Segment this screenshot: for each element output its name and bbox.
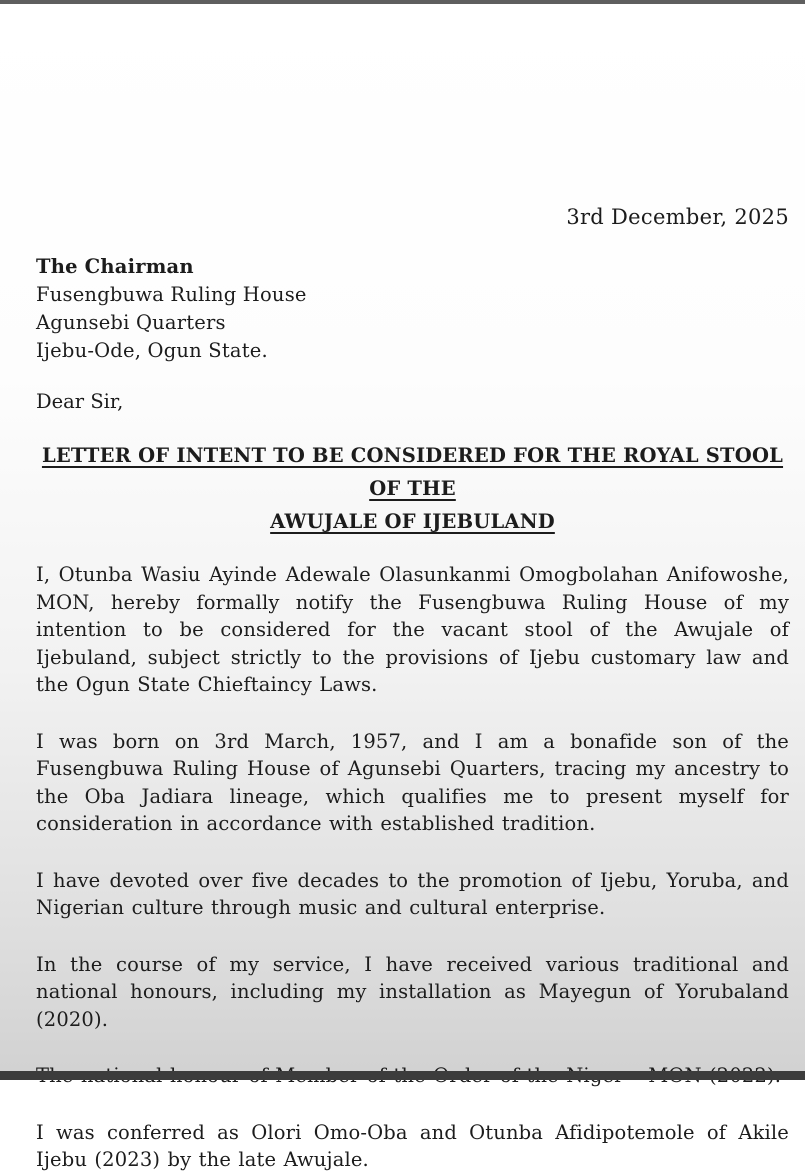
letter-page <box>0 4 805 1171</box>
recipient-line: Agunsebi Quarters <box>36 311 226 334</box>
paragraph-culture: I have devoted over five decades to the promotion of Ijebu, Yoruba, and Nigerian culture through music and cultural enterprise. <box>36 868 789 919</box>
salutation: Dear Sir, <box>36 390 124 413</box>
paragraph-intent: I, Otunba Wasiu Ayinde Adewale Olasunkanmi Omogbolahan Anifowoshe, MON, hereby formally notify the Fusengbuwa Ruling House of my intention to be considered for the vacant stool of the Awujale of Ijebuland, subject strictly to the provisions of Ijebu customary law and the Ogun State Chieftaincy Laws. <box>36 563 789 696</box>
letterbox-bar-bottom <box>0 1071 805 1080</box>
paragraph-honours: In the course of my service, I have received various traditional and national honours, including my installation as Mayegun of Yorubaland (2020). <box>36 952 789 1031</box>
recipient-title: The Chairman <box>36 255 194 278</box>
paragraph-ancestry: I was born on 3rd March, 1957, and I am a bonafide son of the Fusengbuwa Ruling House of Agunsebi Quarters, tracing my ancestry to the Oba Jadiara lineage, which qualifies me to present myself for consideration in accordance with established tradition. <box>36 729 789 835</box>
letter-date: 3rd December, 2025 <box>566 205 789 229</box>
subject-heading <box>36 439 789 538</box>
letter-body <box>36 561 789 1174</box>
recipient-line: Fusengbuwa Ruling House <box>36 283 307 306</box>
recipient-block <box>36 253 789 365</box>
subject-heading-line-2: AWUJALE OF IJEBULAND <box>270 510 555 533</box>
recipient-line: Ijebu-Ode, Ogun State. <box>36 339 268 362</box>
subject-heading-line-1: LETTER OF INTENT TO BE CONSIDERED FOR THE ROYAL STOOL OF THE <box>41 444 784 500</box>
paragraph-conferment: I was conferred as Olori Omo-Oba and Otunba Afidipotemole of Akile Ijebu (2023) by the late Awujale. <box>36 1120 789 1171</box>
